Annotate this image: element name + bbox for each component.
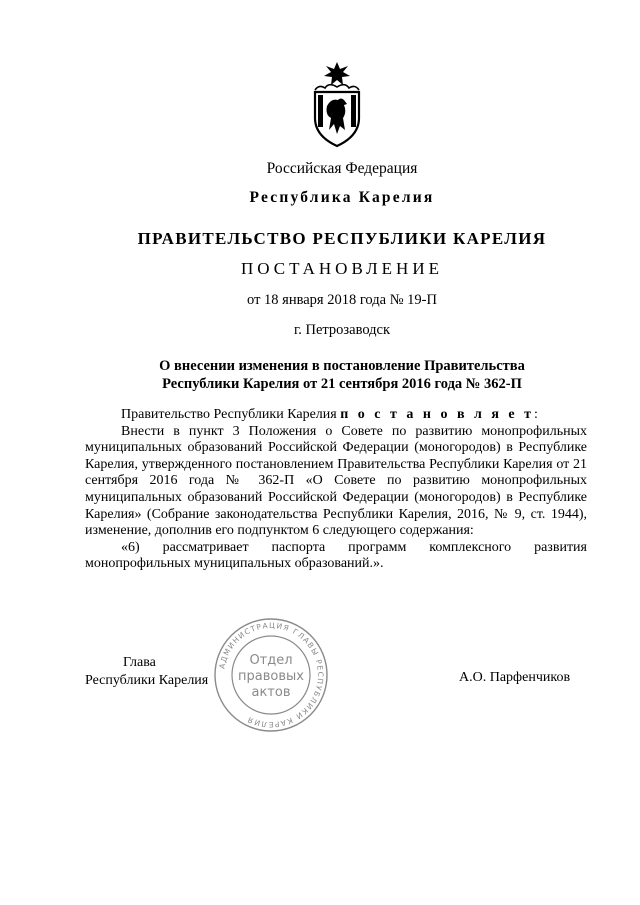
- intro-verb: п о с т а н о в л я е т: [340, 407, 535, 422]
- stamp-text: Отдел: [249, 653, 293, 668]
- document-body: [85, 407, 587, 573]
- coat-of-arms-icon: [307, 60, 367, 148]
- republic-name: Республика Карелия: [249, 189, 435, 206]
- intro-prefix: Правительство Республики Карелия: [121, 407, 341, 422]
- document-date-number: от 18 января 2018 года № 19-П: [247, 292, 437, 308]
- intro-suffix: :: [534, 407, 538, 422]
- signatory-title-line: Глава: [123, 655, 156, 670]
- document-city: г. Петрозаводск: [293, 322, 391, 338]
- body-paragraph: «6) рассматривает паспорта программ комплексного развития монопрофильных муниципальных образований.».: [85, 539, 587, 572]
- resolution-intro: [85, 407, 587, 424]
- department-stamp: [212, 616, 330, 734]
- document-type: ПОСТАНОВЛЕНИЕ: [240, 259, 443, 278]
- stamp-ring-text: АДМИНИСТРАЦИЯ ГЛАВЫ РЕСПУБЛИКИ КАРЕЛИЯ: [217, 620, 326, 730]
- government-title: ПРАВИТЕЛЬСТВО РЕСПУБЛИКИ КАРЕЛИЯ: [137, 229, 547, 248]
- signatory-name: А.О. Парфенчиков: [459, 670, 571, 685]
- signatory-title: [85, 654, 208, 690]
- stamp-text: правовых: [238, 669, 304, 684]
- document-subject: [0, 357, 640, 393]
- signatory-title-line: Республики Карелия: [85, 673, 209, 688]
- subject-line: О внесении изменения в постановление Правительства: [159, 358, 525, 374]
- subject-line: Республики Карелия от 21 сентября 2016 года № 362-П: [162, 376, 522, 392]
- country-name: Российская Федерация: [266, 160, 418, 177]
- body-paragraph: Внести в пункт 3 Положения о Совете по развитию монопрофильных муниципальных образований Российской Федерации (моногородов) в Республике Карелия, утвержденного постановлением Правительства Республики Карелия от 21 сентября 2016 года № 362-П «О Совете по развитию монопрофильных муниципальных образований Российской Федерации (моногородов) в Республике Карелия» (Собрание законодательства Республики Карелия, 2016, № 9, ст. 1944), изменение, дополнив его подпунктом 6 следующего содержания:: [85, 423, 587, 539]
- stamp-text: актов: [251, 685, 291, 700]
